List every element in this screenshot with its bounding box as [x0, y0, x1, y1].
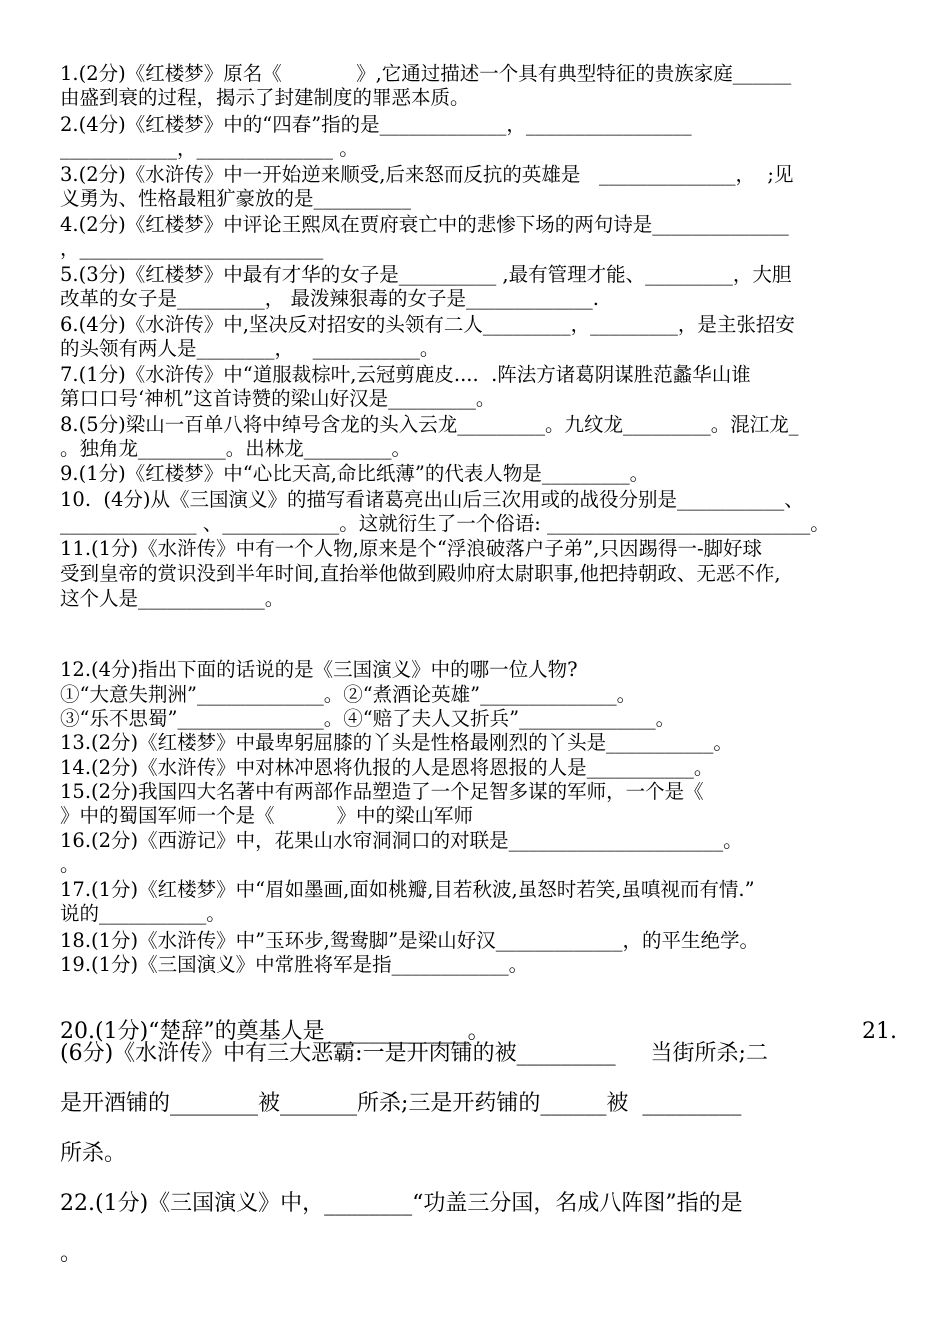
q6-line2: 的头领有两人是________， ___________。 — [60, 337, 440, 360]
q19-line: 19.(1分)《三国演义》中常胜将军是指____________。 — [60, 953, 529, 976]
q17-line2: 说的___________。 — [60, 902, 226, 925]
q2-line1: 2.(4分)《红楼梦》中的“四春”指的是_____________，_________________ — [60, 113, 692, 136]
q3-line2: 义勇为、性格最粗犷豪放的是__________ — [60, 187, 412, 210]
q7-line1: 7.(1分)《水浒传》中“道服裁棕叶,云冠剪鹿皮.... .阵法方诸葛阴谋胜范蠡华山谁 — [60, 363, 751, 386]
q5-line2: 改革的女子是_________， 最泼辣狠毒的女子是_____________. — [60, 287, 599, 310]
q20-line: 20.(1分)“楚辞”的奠基人是_____________。 — [60, 1019, 490, 1044]
q8-line2: 。独角龙_________。出林龙_________。 — [60, 437, 412, 460]
q13-line: 13.(2分)《红楼梦》中最卑躬屈膝的丫头是性格最刚烈的丫头是___________。 — [60, 731, 733, 754]
q21-line2: 是开酒铺的________被_______所杀;三是开药铺的______被 _________ — [60, 1091, 742, 1116]
q12-line3: ③“乐不思蜀”_______________。④“赔了夫人又折兵”______________。 — [60, 707, 676, 730]
q12-line1: 12.(4分)指出下面的话说的是《三国演义》中的哪一位人物? — [60, 658, 578, 681]
q5-line1: 5.(3分)《红楼梦》中最有才华的女子是__________ ,最有管理才能、_________，大胆 — [60, 263, 792, 286]
q2-line2: ____________，______________ 。 — [60, 137, 359, 160]
q14-line: 14.(2分)《水浒传》中对林冲恩将仇报的人是恩将恩报的人是___________。 — [60, 756, 714, 779]
q8-line1: 8.(5分)梁山一百单八将中绰号含龙的头入云龙_________。九纹龙_________。混江龙_ — [60, 413, 799, 436]
q18-line: 18.(1分)《水浒传》中”玉环步,鸳鸯脚”是梁山好汉_____________，的平生绝学。 — [60, 929, 760, 952]
q11-line1: 11.(1分)《水浒传》中有一个人物,原来是个“浮浪破落户子弟”,只因踢得一-脚好球 — [60, 537, 763, 560]
q4-line1: 4.(2分)《红楼梦》中评论王熙凤在贾府衰亡中的悲惨下场的两句诗是______________ — [60, 213, 789, 236]
q4-line2: ，_________________________ — [60, 237, 324, 260]
q3-line1: 3.(2分)《水浒传》中一开始逆来顺受,后来怒而反抗的英雄是 ______________， ;见 — [60, 163, 794, 186]
q16-line1: 16.(2分)《西游记》中，花果山水帘洞洞口的对联是______________________。 — [60, 829, 743, 852]
q9-line: 9.(1分)《红楼梦》中“心比天高,命比纸薄”的代表人物是_________。 — [60, 462, 650, 485]
q11-line2: 受到皇帝的赏识没到半年时间,直抬举他做到殿帅府太尉职事,他把持朝政、无恶不作, — [60, 562, 781, 585]
q21-line1: (6分)《水浒传》中有三大恶霸:一是开肉铺的被_________ 当街所杀;二 — [60, 1041, 768, 1066]
q15-line1: 15.(2分)我国四大名著中有两部作品塑造了一个足智多谋的军师，一个是《 — [60, 780, 704, 803]
q17-line1: 17.(1分)《红楼梦》中“眉如墨画,面如桃瓣,目若秋波,虽怒时若笑,虽嗔视而有情.” — [60, 878, 755, 901]
q15-line2: 》中的蜀国军师一个是《 》中的梁山军师 — [60, 804, 473, 827]
q7-line2: 第口口号‘神机”这首诗赞的梁山好汉是_________。 — [60, 387, 496, 410]
q6-line1: 6.(4分)《水浒传》中,坚决反对招安的头领有二人_________，_________，是主张招安 — [60, 313, 795, 336]
q11-line3: 这个人是_____________。 — [60, 587, 285, 610]
q10-line2: ______________ 、____________。这就衍生了一个俗语: ___________________________。 — [60, 512, 830, 535]
q1-line2: 由盛到衰的过程，揭示了封建制度的罪恶本质。 — [60, 86, 470, 109]
q12-line2: ①“大意失荆洲”_____________。②“煮酒论英雄”______________。 — [60, 683, 637, 706]
q22-line1: 22.(1分)《三国演义》中，________“功盖三分国，名成八阵图”指的是 — [60, 1191, 743, 1216]
q21-number: 21. — [862, 1019, 897, 1044]
q22-line2: 。 — [60, 1241, 83, 1266]
q1-line1: 1.(2分)《红楼梦》原名《 》,它通过描述一个具有典型特征的贵族家庭______ — [60, 62, 792, 85]
q10-line1: 10. (4分)从《三国演义》的描写看诸葛亮出山后三次用或的战役分别是___________、 — [60, 488, 804, 511]
q21-line3: 所杀。 — [60, 1141, 127, 1166]
q16-line2: 。 — [60, 853, 80, 876]
